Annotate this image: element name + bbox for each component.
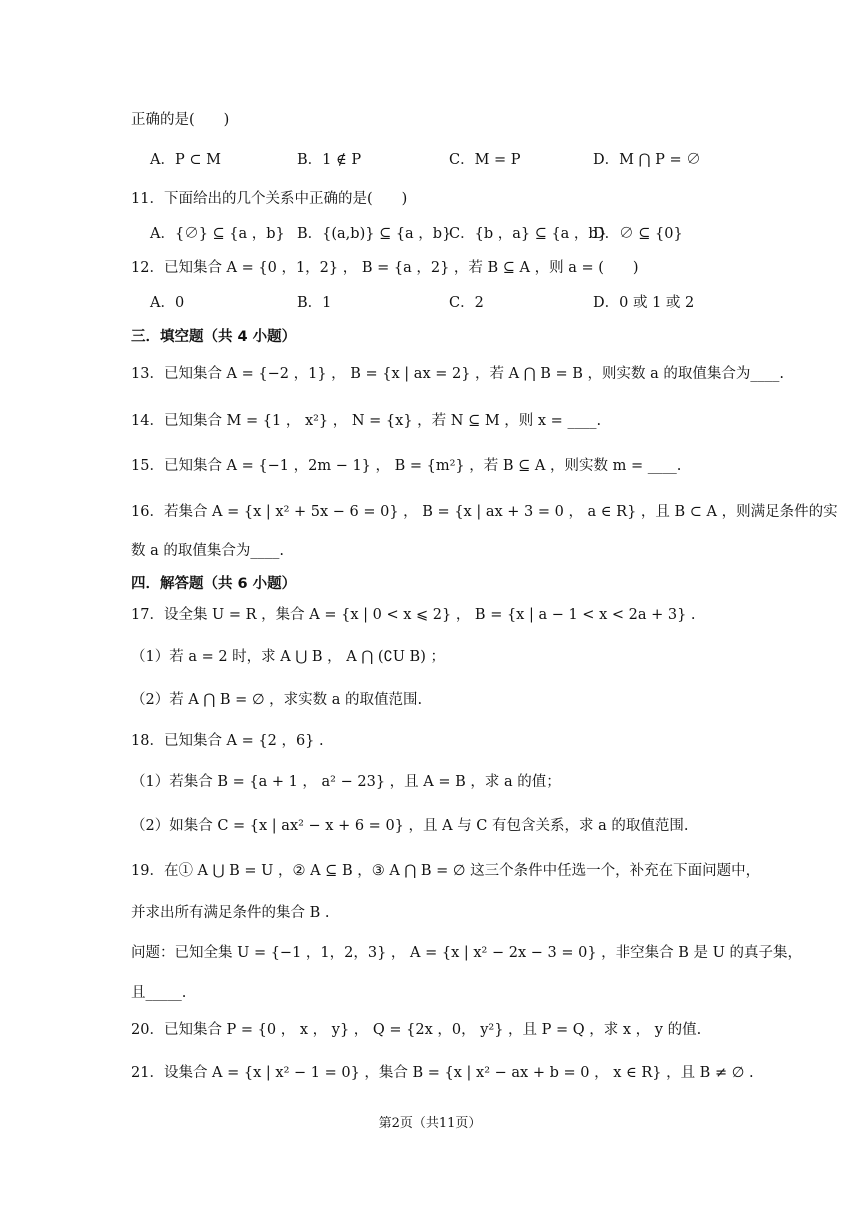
q19-line-2: 并求出所有满足条件的集合 B . [131,905,330,921]
q10-option-a: A．P ⊂ M [150,152,221,168]
q12-option-d: D．0 或 1 或 2 [593,295,695,311]
q18: 18．已知集合 A = {2 ，6} . [131,733,324,749]
q12-option-a: A．0 [150,295,185,311]
q11-option-b: B．{(a,b)} ⊆ {a ，b} [297,226,452,242]
q17: 17．设全集 U = R ，集合 A = {x | 0 < x ⩽ 2} ， B = {x | a − 1 < x < 2a + 3} . [131,607,696,623]
q11-stem: 11．下面给出的几个关系中正确的是( ) [131,191,408,207]
q12-option-b: B．1 [297,295,332,311]
intro-line: 正确的是( ) [131,112,230,128]
q10-option-c: C．M = P [449,152,521,168]
q12-stem: 12．已知集合 A = {0 ，1，2} ， B = {a ，2} ，若 B ⊆ A ，则 a = ( ) [131,260,639,276]
q17-part-2: （2）若 A ⋂ B = ∅ ，求实数 a 的取值范围. [131,692,423,708]
q15: 15．已知集合 A = {−1 ，2m − 1} ， B = {m²} ，若 B ⊆ A ，则实数 m = ____. [131,458,682,474]
q13: 13．已知集合 A = {−2 ，1} ， B = {x | ax = 2} ，若 A ⋂ B = B ，则实数 a 的取值集合为____. [131,366,785,382]
q11-option-a: A．{∅} ⊆ {a ，b} [150,226,285,242]
page-footer: 第2页（共11页） [378,1116,482,1131]
q10-option-b: B．1 ∉ P [297,152,362,168]
q19-line-3: 问题：已知全集 U = {−1 ，1，2，3} ， A = {x | x² − 2x − 3 = 0} ，非空集合 B 是 U 的真子集， [131,945,802,961]
section-3-heading: 三．填空题（共 4 小题） [131,329,297,345]
q14: 14．已知集合 M = {1 ， x²} ， N = {x} ，若 N ⊆ M ，则 x = ____. [131,413,602,429]
q16-line-2: 数 a 的取值集合为____. [131,543,284,559]
q19-line-4: 且_____. [131,985,187,1001]
q10-option-d: D．M ⋂ P = ∅ [593,152,701,168]
q16-line-1: 16．若集合 A = {x | x² + 5x − 6 = 0} ， B = {x | ax + 3 = 0 ， a ∈ R} ，且 B ⊂ A ，则满足条件的实 [131,504,838,520]
q11-option-d: D．∅ ⊆ {0} [593,226,683,242]
q18-part-1: （1）若集合 B = {a + 1 ， a² − 23} ，且 A = B ，求 a 的值； [131,774,561,790]
q17-part-1: （1）若 a = 2 时，求 A ⋃ B ， A ⋂ (∁U B) ； [131,649,445,665]
q19-line-1: 19．在① A ⋃ B = U ，② A ⊆ B ，③ A ⋂ B = ∅ 这三个条件中任选一个，补充在下面问题中， [131,863,761,879]
q11-option-c: C．{b ，a} ⊆ {a ，b} [449,226,607,242]
q18-part-2: （2）如集合 C = {x | ax² − x + 6 = 0} ，且 A 与 C 有包含关系，求 a 的取值范围. [131,818,689,834]
q12-option-c: C．2 [449,295,484,311]
q20: 20．已知集合 P = {0 ， x ， y} ， Q = {2x ，0， y²} ，且 P = Q ，求 x ， y 的值. [131,1022,702,1038]
section-4-heading: 四．解答题（共 6 小题） [131,576,297,592]
q21: 21．设集合 A = {x | x² − 1 = 0} ，集合 B = {x | x² − ax + b = 0 ， x ∈ R} ，且 B ≠ ∅ . [131,1065,754,1081]
